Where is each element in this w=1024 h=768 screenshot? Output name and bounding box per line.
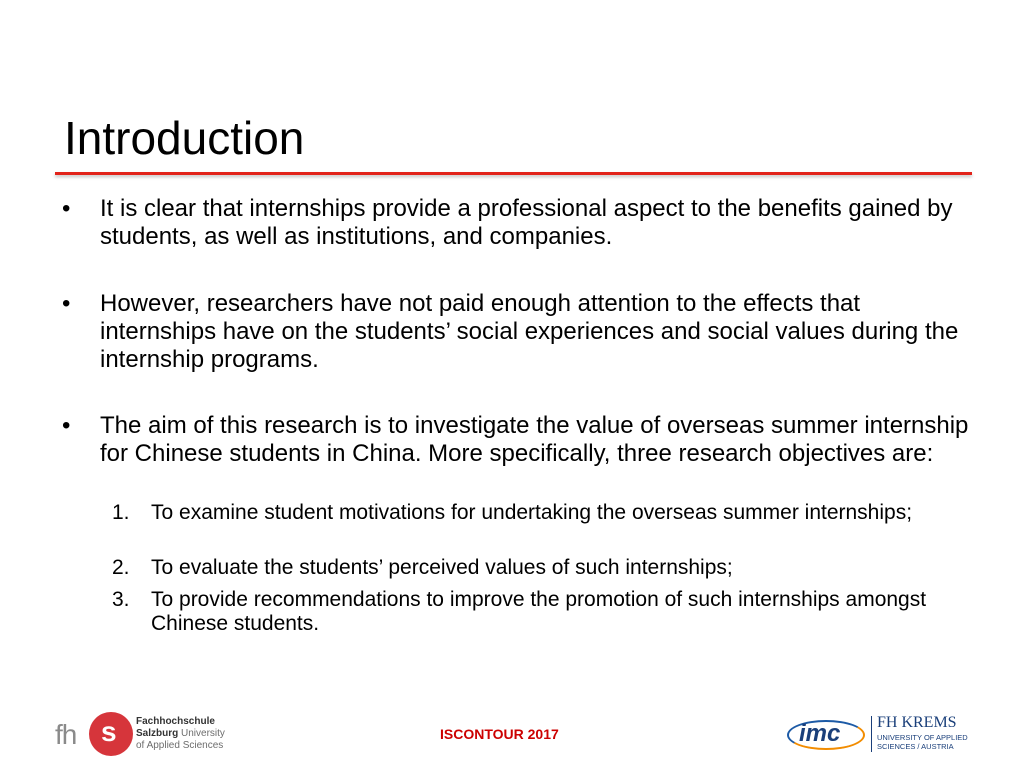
imc-logo-mark: imc: [799, 720, 841, 747]
objective-item: [112, 556, 972, 580]
imc-fh-krems-logo: [785, 714, 968, 754]
fhs-salzburg-logo: [55, 712, 235, 756]
bullet-marker: •: [62, 290, 71, 317]
fhs-name-line2-bold: Salzburg: [136, 728, 179, 739]
slide-title: Introduction: [64, 112, 305, 164]
fhs-logo-name: [136, 716, 225, 752]
fhs-logo-s: s: [101, 716, 117, 747]
title-divider: [55, 172, 972, 175]
objective-item: [112, 588, 972, 636]
imc-logo-divider: [871, 716, 872, 752]
fhs-name-line3: of Applied Sciences: [136, 740, 224, 751]
bullet-item: [62, 412, 972, 468]
footer-conference-label: ISCONTOUR 2017: [440, 726, 559, 742]
bullet-text: However, researchers have not paid enough attention to the effects that internships have on the students’ social experiences and social values during the internship programs.: [100, 290, 959, 373]
bullet-item: [62, 195, 972, 251]
fhs-name-line1: Fachhochschule: [136, 716, 215, 727]
objective-number: 3.: [112, 588, 130, 611]
fhs-logo-letters: fh: [55, 719, 77, 750]
bullet-text: It is clear that internships provide a professional aspect to the benefits gained by students, as well as institutions, and companies.: [100, 195, 953, 250]
bullet-marker: •: [62, 195, 71, 222]
objective-text: To provide recommendations to improve the promotion of such internships amongst Chinese students.: [151, 588, 927, 635]
objective-number: 1.: [112, 501, 130, 524]
fhs-name-line2-light: University: [181, 728, 225, 739]
objective-item: [112, 501, 972, 525]
objective-number: 2.: [112, 556, 130, 579]
fh-krems-sub-line2: SCIENCES / AUSTRIA: [877, 742, 954, 751]
objective-text: To examine student motivations for undertaking the overseas summer internships;: [151, 501, 913, 524]
bullet-item: [62, 290, 972, 374]
bullet-marker: •: [62, 412, 71, 439]
objective-text: To evaluate the students’ perceived values of such internships;: [151, 556, 733, 579]
fh-krems-name: FH KREMS: [877, 714, 957, 731]
fh-krems-sub-line1: UNIVERSITY OF APPLIED: [877, 733, 968, 742]
fh-krems-subtitle: [877, 733, 968, 751]
bullet-text: The aim of this research is to investigate the value of overseas summer internship for Chinese students in China. More specifically, three research objectives are:: [100, 412, 969, 467]
